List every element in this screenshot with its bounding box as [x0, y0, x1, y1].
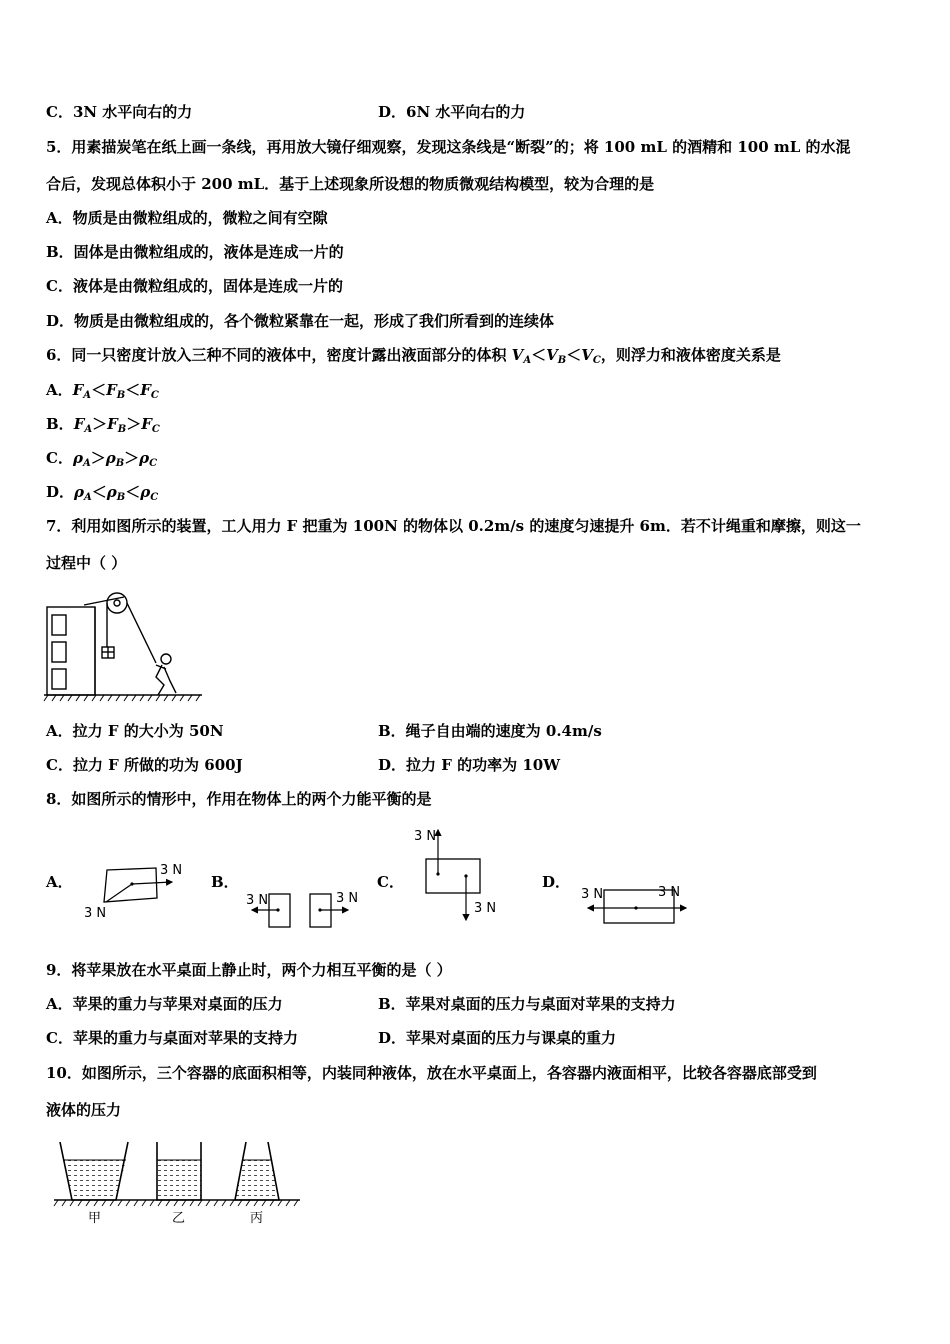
- q8-d-force-label-right: 3 N: [658, 885, 681, 900]
- q9-option-b: B．苹果对桌面的压力与桌面对苹果的支持力: [378, 995, 676, 1013]
- container-label-bing: 丙: [250, 1211, 264, 1226]
- q8-stem: 8．如图所示的情形中，作用在物体上的两个力能平衡的是: [46, 790, 432, 808]
- q7-stem-line1: 7．利用如图所示的装置，工人用力 F 把重为 100N 的物体以 0.2m/s 的速度匀速提升 6m．若不计绳重和摩擦，则这一: [46, 517, 861, 535]
- three-containers-figure: [50, 1138, 310, 1228]
- q9-option-d: D．苹果对桌面的压力与课桌的重力: [378, 1029, 617, 1047]
- q9-option-c: C．苹果的重力与桌面对苹果的支持力: [46, 1029, 298, 1047]
- q8-option-d-label: D．: [542, 873, 571, 891]
- q5-option-a: A．物质是由微粒组成的，微粒之间有空隙: [46, 209, 328, 227]
- q8-figure-d: [578, 878, 698, 930]
- q7-option-d: D．拉力 F 的功率为 10W: [378, 756, 561, 774]
- q8-figure-b: [240, 880, 370, 930]
- q7-option-a: A．拉力 F 的大小为 50N: [46, 722, 224, 740]
- q7-stem-line2: 过程中（ ）: [46, 554, 127, 572]
- q5-stem-line2: 合后，发现总体积小于 200 mL．基于上述现象所设想的物质微观结构模型，较为合理的是: [46, 175, 655, 193]
- q6-option-b: B．$F_A>F_B>F_C$: [46, 415, 160, 435]
- q5-option-b: B．固体是由微粒组成的，液体是连成一片的: [46, 243, 344, 261]
- container-label-yi: 乙: [172, 1211, 186, 1226]
- q9-stem: 9．将苹果放在水平桌面上静止时，两个力相互平衡的是（ ）: [46, 961, 452, 979]
- q8-option-a-label: A．: [46, 873, 73, 891]
- q6-option-a: A．$F_A<F_B<F_C$: [46, 381, 159, 401]
- q8-c-force-label-top: 3 N: [414, 829, 437, 844]
- q6-option-d: D．$\rho_A<\rho_B<\rho_C$: [46, 483, 159, 503]
- q9-option-a: A．苹果的重力与苹果对桌面的压力: [46, 995, 283, 1013]
- q10-stem-line2: 液体的压力: [46, 1101, 122, 1119]
- q8-option-c-label: C．: [377, 873, 404, 891]
- container-label-jia: 甲: [88, 1211, 102, 1226]
- q7-option-c: C．拉力 F 所做的功为 600J: [46, 756, 243, 774]
- pulley-worker-figure: [44, 585, 204, 703]
- q4-option-c: C．3N 水平向右的力: [46, 103, 193, 121]
- q8-b-force-label-right: 3 N: [336, 891, 359, 906]
- q8-a-force-label-left: 3 N: [84, 906, 107, 921]
- q5-option-c: C．液体是由微粒组成的，固体是连成一片的: [46, 277, 343, 295]
- q8-figure-a: [80, 858, 190, 923]
- q8-a-force-label-right: 3 N: [160, 863, 183, 878]
- q6-stem: 6．同一只密度计放入三种不同的液体中，密度计露出液面部分的体积 $V_A<V_B<V_C$，则浮力和液体密度关系是: [46, 346, 781, 366]
- q8-b-force-label-left: 3 N: [246, 893, 269, 908]
- q8-option-b-label: B．: [211, 873, 239, 891]
- q7-option-b: B．绳子自由端的速度为 0.4m/s: [378, 722, 602, 740]
- q8-figure-c: [408, 824, 508, 924]
- q5-option-d: D．物质是由微粒组成的，各个微粒紧靠在一起，形成了我们所看到的连续体: [46, 312, 555, 330]
- q4-option-d: D．6N 水平向右的力: [378, 103, 526, 121]
- q8-d-force-label-left: 3 N: [581, 887, 604, 902]
- q5-stem-line1: 5．用素描炭笔在纸上画一条线，再用放大镜仔细观察，发现这条线是“断裂”的；将 100 mL 的酒精和 100 mL 的水混: [46, 138, 851, 156]
- q10-stem-line1: 10．如图所示，三个容器的底面积相等，内装同种液体，放在水平桌面上，各容器内液面相平，比较各容器底部受到: [46, 1064, 817, 1082]
- q8-c-force-label-bottom: 3 N: [474, 901, 497, 916]
- q6-option-c: C．$\rho_A>\rho_B>\rho_C$: [46, 449, 158, 469]
